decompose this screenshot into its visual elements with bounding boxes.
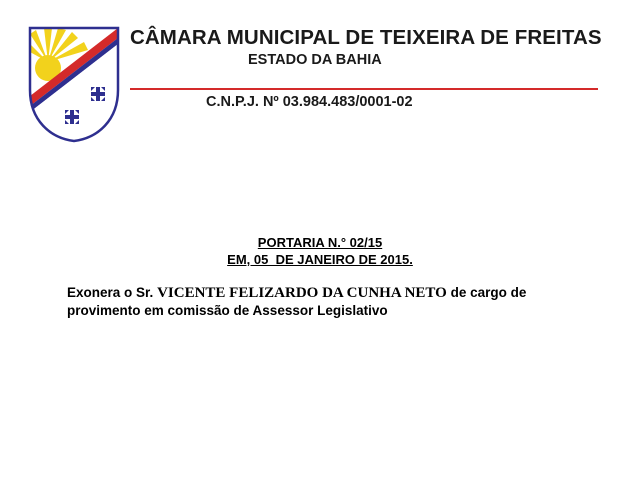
portaria-number: PORTARIA N.° 02/15 [257,235,383,250]
portaria-body [67,284,597,320]
cnpj-number: C.N.P.J. Nº 03.984.483/0001-02 [206,94,413,110]
body-prefix: Exonera o Sr. [67,285,154,300]
header-divider [130,88,598,90]
portaria-date [0,252,640,267]
body-suffix: de cargo de provimento em comissão de Assessor Legislativo [67,285,527,318]
municipal-coat-of-arms-icon [26,24,122,144]
institution-title: CÂMARA MUNICIPAL DE TEIXEIRA DE FREITAS [130,26,602,49]
state-subtitle: ESTADO DA BAHIA [248,52,382,68]
person-name: VICENTE FELIZARDO DA CUNHA NETO [157,285,447,301]
portaria-date-text: EM, 05 DE JANEIRO DE 2015. [227,252,413,267]
